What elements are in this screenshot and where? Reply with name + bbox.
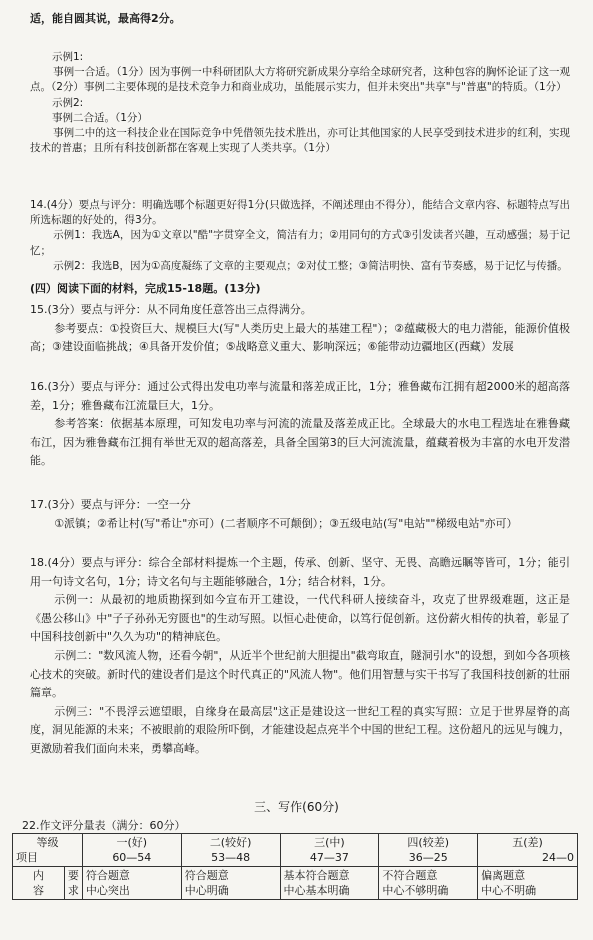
part4-title: (四）阅读下面的材料，完成15-18题。(13分): [30, 282, 261, 295]
requirement-label-bottom: 求: [67, 884, 79, 897]
content-line: 不符合题意: [382, 869, 438, 882]
q16-block: [30, 378, 570, 471]
grade-item-header: [13, 834, 83, 867]
grade-range: 47—37: [309, 851, 349, 864]
q18-example1: 示例一：从最初的地质勘探到如今宣布开工建设，一代代科研人接续奋斗，攻克了世界级难题，这正是《愚公移山》中"子子孙孙无穷匮也"的生动写照。以恒心赴使命，以笃行促创新。这份薪火相传的执着，彰显了中国科技创新中"久久为功"的精神底色。: [30, 593, 570, 644]
q15-head: 15.(3分）要点与评分：从不同角度任意答出三点得满分。: [30, 303, 312, 316]
top-line: 适，能自圆其说，最高得2分。: [30, 12, 181, 25]
q13-example2-text: 事例二中的这一科技企业在国际竞争中凭借领先技术胜出，亦可让其他国家的人民享受到技术进步的红利，实现技术的普惠；且所有科技创新都在客观上实现了人类共享。（1分）: [30, 127, 570, 155]
q13-example2-label: 示例2:: [52, 96, 84, 109]
content-label-bottom: 容: [32, 884, 44, 897]
q16-head: 16.(3分）要点与评分：通过公式得出发电功率与流量和落差成正比，1分；雅鲁藏布江拥有超2000米的超高落差，1分；雅鲁藏布江流量巨大，1分。: [30, 380, 570, 412]
essay-score-table: [12, 833, 578, 900]
q13-example1-text: 事例一合适。（1分）因为事例一中科研团队大方将研究新成果分享给全球研究者，这种包容的胸怀论证了这一观点。（2分）事例二主要体现的是技术竞争力和商业成功，虽能展示实力，但并未突出"共享"与"普惠"的特质。（1分）: [30, 66, 570, 94]
section3-title: 三、写作(60分): [254, 800, 339, 814]
grade-name: 三(中): [314, 836, 345, 849]
part4-title-block: [30, 280, 570, 299]
q15-reference: 参考要点：①投资巨大、规模巨大(写"人类历史上最大的基建工程"）；②蕴藏极大的电力潜能，能源价值极高；③建设面临挑战；④具备开发价值；⑤战略意义重大、影响深远；⑥能带动边疆地区(西藏）发展: [30, 321, 570, 354]
content-row: [13, 867, 578, 900]
grade-range: 53—48: [211, 851, 251, 864]
grade-name: 五(差): [512, 836, 543, 849]
grade-range: 60—54: [112, 851, 152, 864]
q14-head: 14.(4分）要点与评分：明确选哪个标题更好得1分(只做选择，不阐述理由不得分），能结合文章内容、标题特点写出所选标题的好处的，得3分。: [30, 199, 570, 227]
q18-block: [30, 554, 570, 759]
q13-block: [30, 50, 570, 156]
grade-col-5: [478, 834, 578, 867]
q15-block: [30, 301, 570, 357]
grade-range: 24—0: [542, 851, 574, 864]
table-header-row: [13, 834, 578, 867]
q17-block: [30, 496, 570, 533]
q17-answer: ①派镇；②希让村(写"希让"亦可）(二者顺序不可颠倒）；③五级电站(写"电站""梯级电站"亦可）: [54, 516, 518, 530]
content-line: 中心不明确: [481, 884, 537, 897]
grade-name: 一(好): [116, 836, 148, 849]
q18-example2: 示例二："数风流人物，还看今朝"，从近半个世纪前大胆提出"截弯取直，隧洞引水"的设想，到如今各项核心技术的突破。新时代的建设者们是这个时代真正的"风流人物"。他们用智慧与实干书写了我国科技创新的壮丽篇章。: [30, 648, 570, 700]
content-label-cell: [13, 867, 65, 900]
q18-head: 18.(4分）要点与评分：综合全部材料提炼一个主题，传承、创新、坚守、无畏、高瞻远瞩等皆可，1分；能引用一句诗文名句，1分；诗文名句与主题能够融合，1分；结合材料，1分。: [30, 556, 570, 588]
content-line: 符合题意: [85, 869, 130, 882]
grade-col-2: [181, 834, 280, 867]
q14-example1: 示例1：我选A，因为①文章以"酷"字贯穿全文，简洁有力；②用同句的方式③引发读者兴趣，互动感强；易于记忆；: [30, 229, 570, 257]
q14-example2: 示例2：我选B，因为①高度凝练了文章的主要观点；②对仗工整；③简洁明快、富有节奏感，易于记忆与传播。: [53, 259, 568, 272]
grade-label: 等级: [36, 836, 59, 849]
item-label: 项目: [16, 851, 38, 864]
grade-col-1: [82, 834, 181, 867]
grade-name: 四(较差): [407, 836, 450, 849]
content-cell-1: [82, 867, 181, 900]
top-line-block: [30, 10, 570, 29]
q17-head: 17.(3分）要点与评分：一空一分: [30, 498, 191, 511]
requirement-label-top: 要: [67, 869, 79, 882]
q18-example3: 示例三："不畏浮云遮望眼，自缘身在最高层"这正是建设这一世纪工程的真实写照：立足于世界屋脊的高度，洞见能源的未来；不被眼前的艰险所吓倒，才能建设起点亮半个中国的世纪工程。这份超凡的远见与魄力，更激励着我们面向未来，勇攀高峰。: [30, 704, 570, 755]
grade-col-4: [379, 834, 478, 867]
table-title: 22.作文评分量表（满分：60分）: [22, 819, 186, 832]
content-line: 中心突出: [85, 884, 130, 897]
content-label-top: 内: [32, 869, 44, 882]
content-cell-3: [280, 867, 379, 900]
content-line: 中心明确: [184, 884, 229, 897]
content-cell-4: [379, 867, 478, 900]
content-line: 符合题意: [184, 869, 229, 882]
content-line: 中心不够明确: [382, 884, 449, 897]
q14-block: [30, 198, 570, 274]
content-cell-5: [478, 867, 578, 900]
content-line: 中心基本明确: [283, 884, 350, 897]
requirement-label-cell: [64, 867, 82, 900]
q13-example2-verdict: 事例二合适。（1分）: [52, 111, 148, 124]
content-line: 基本符合题意: [283, 869, 350, 882]
q13-example1-label: 示例1:: [52, 51, 84, 63]
q16-reference: 参考答案：依据基本原理，可知发电功率与河流的流量及落差成正比。全球最大的水电工程选址在雅鲁藏布江，因为雅鲁藏布江拥有举世无双的超高落差，具备全国第3的巨大河流流量，蕴藏着极为丰富的水电开发潜能。: [30, 417, 570, 468]
grade-range: 36—25: [408, 851, 448, 864]
grade-name: 二(较好): [209, 836, 252, 849]
content-line: 偏离题意: [481, 869, 526, 882]
grade-col-3: [280, 834, 379, 867]
content-cell-2: [181, 867, 280, 900]
